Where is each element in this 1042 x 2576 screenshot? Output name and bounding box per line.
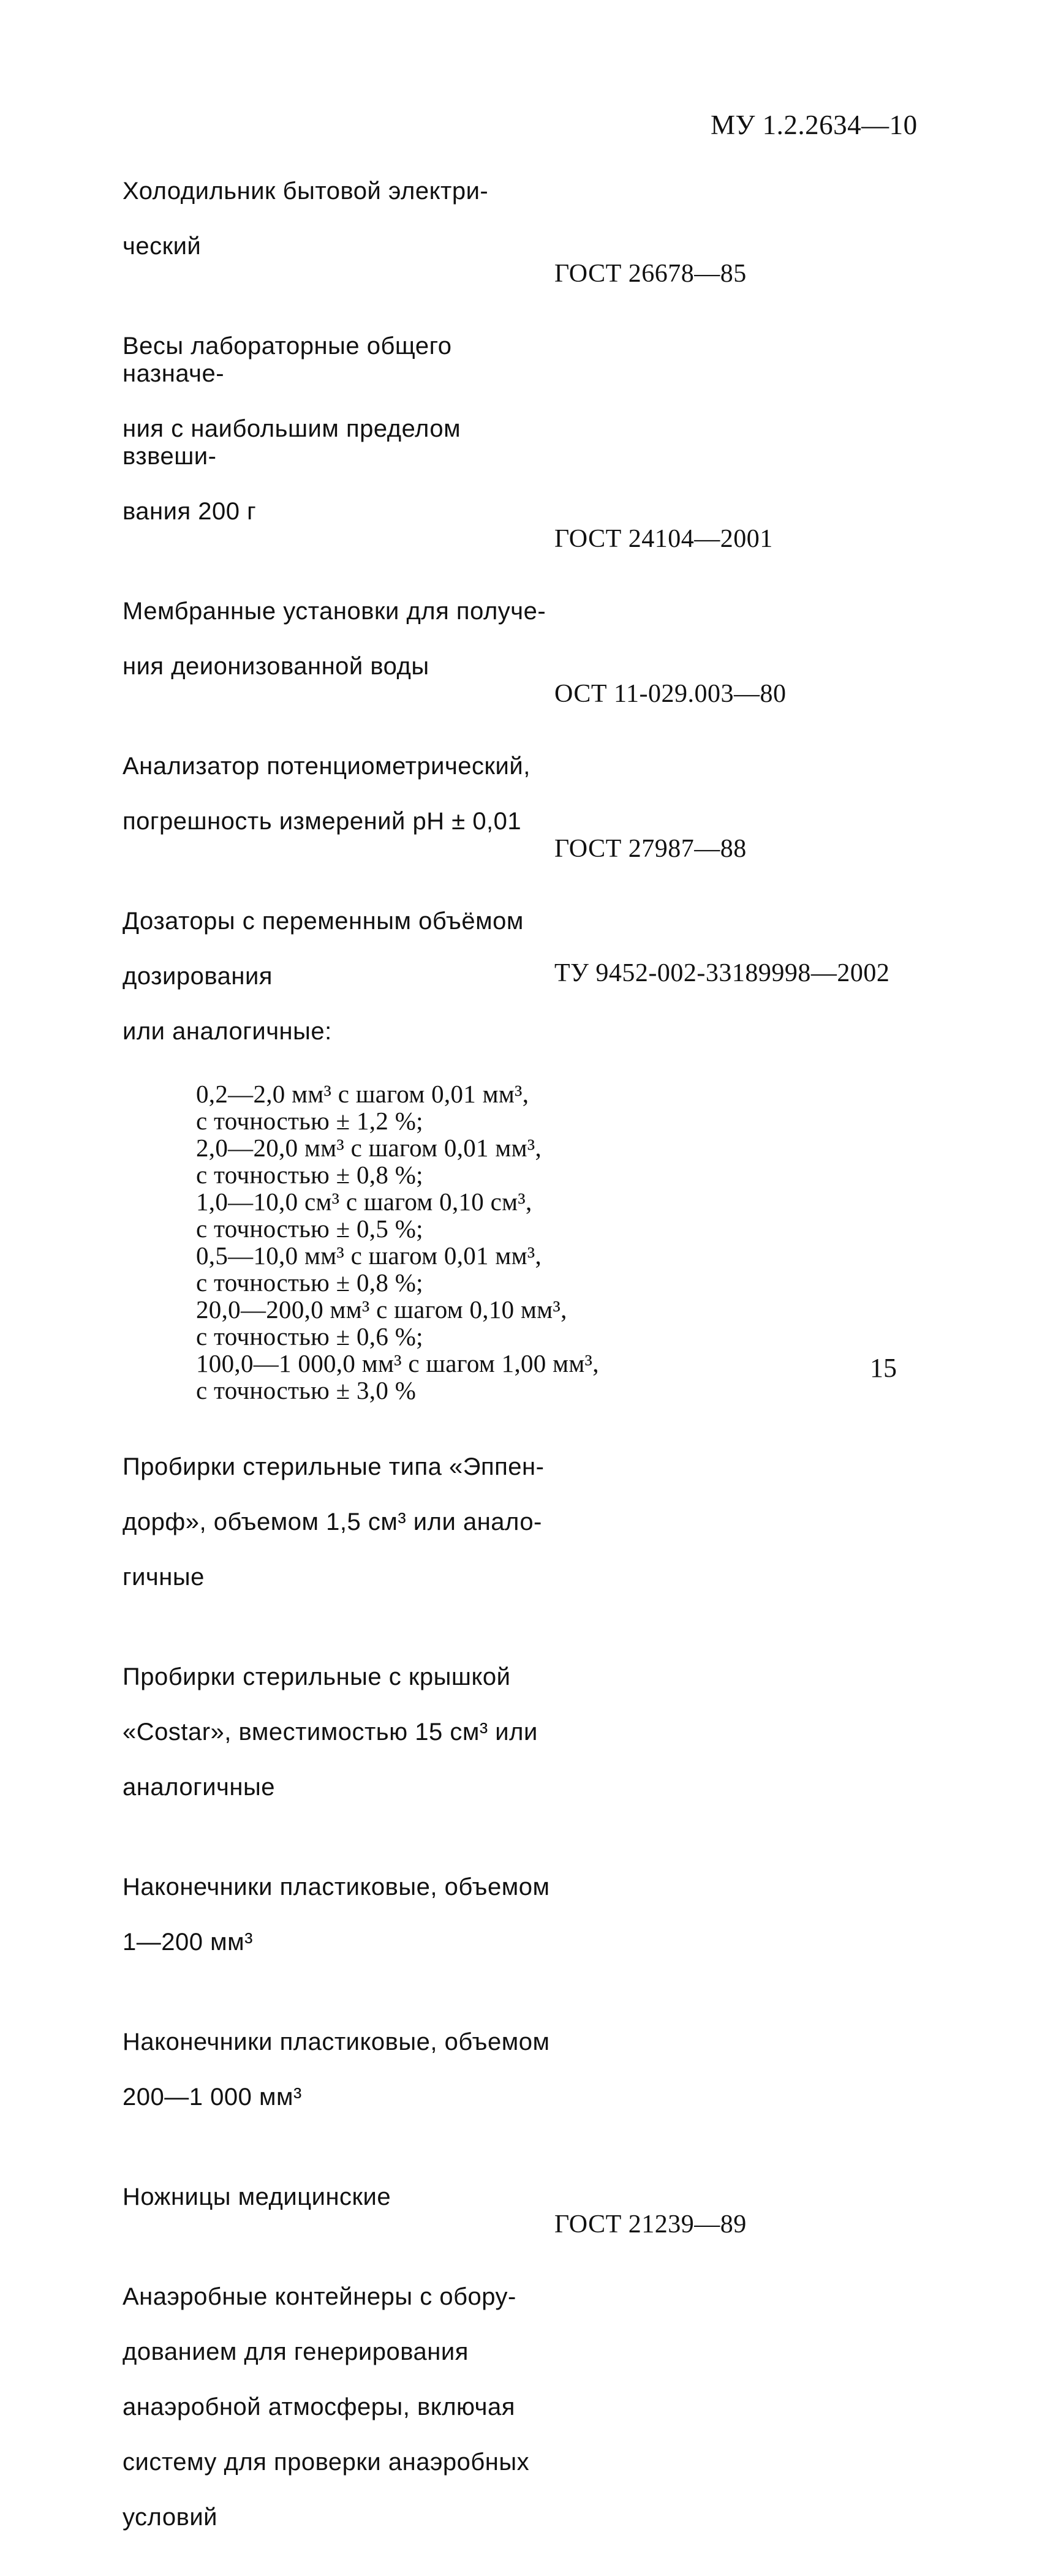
list-item	[123, 2156, 919, 2239]
item-name-line: дозирования	[123, 963, 273, 990]
spec-line: 100,0—1 000,0 мм³ с шагом 1,00 мм³,	[196, 1349, 599, 1377]
item-name-line: ния деионизованной воды	[123, 653, 429, 680]
item-standard: ТУ 9452-002-33189998—2002	[554, 959, 890, 987]
list-item	[123, 305, 919, 553]
item-name-line: 1—200 мм³	[123, 1929, 253, 1956]
item-name-line: гичные	[123, 1564, 205, 1591]
item-name-line: Дозаторы с переменным объёмом	[123, 908, 524, 935]
list-item	[123, 1846, 919, 1984]
spec-line: 1,0—10,0 см³ с шагом 0,10 см³,	[196, 1188, 532, 1216]
page-number: 15	[870, 1353, 897, 1383]
list-item	[123, 880, 919, 1073]
item-name-line: вания 200 г	[123, 498, 257, 525]
item-name-line: дорф», объемом 1,5 см³ или анало-	[123, 1508, 542, 1535]
item-standard: ОСТ 11-029.003—80	[554, 680, 787, 708]
spec-line: с точностью ± 1,2 %;	[196, 1107, 423, 1135]
spec-line: 0,5—10,0 мм³ с шагом 0,01 мм³,	[196, 1241, 542, 1270]
item-name-line: аналогичные	[123, 1774, 275, 1801]
item-name	[123, 725, 554, 863]
dispenser-specs	[196, 1080, 919, 1404]
list-item	[123, 2256, 919, 2559]
item-name-line: Наконечники пластиковые, объемом	[123, 1874, 550, 1900]
item-name	[123, 880, 554, 1073]
spec-line: с точностью ± 0,8 %;	[196, 1161, 423, 1189]
item-standard: ГОСТ 21239—89	[554, 2210, 747, 2239]
item-name-line: «Costar», вместимостью 15 см³ или	[123, 1719, 538, 1746]
item-standard: ГОСТ 26678—85	[554, 260, 747, 288]
item-name	[123, 2156, 554, 2239]
document-code: МУ 1.2.2634—10	[711, 110, 918, 140]
item-name-line: погрешность измерений pH ± 0,01	[123, 808, 522, 835]
spec-line: с точностью ± 0,8 %;	[196, 1268, 423, 1297]
item-name	[123, 1846, 554, 1984]
item-name-line: Наконечники пластиковые, объемом	[123, 2028, 550, 2055]
item-name-line: систему для проверки анаэробных	[123, 2449, 530, 2476]
item-name-line: или аналогичные:	[123, 1018, 332, 1045]
spec-line: с точностью ± 0,5 %;	[196, 1215, 423, 1243]
item-name	[123, 150, 554, 288]
item-name	[123, 1636, 554, 1829]
list-item	[123, 150, 919, 288]
item-name-line: 200—1 000 мм³	[123, 2084, 302, 2111]
spec-line: 2,0—20,0 мм³ с шагом 0,01 мм³,	[196, 1134, 542, 1162]
spec-line: 20,0—200,0 мм³ с шагом 0,10 мм³,	[196, 1295, 567, 1324]
spec-line: с точностью ± 3,0 %	[196, 1376, 417, 1404]
list-item	[123, 1426, 919, 1619]
list-item	[123, 570, 919, 708]
item-name-line: Ножницы медицинские	[123, 2183, 391, 2210]
item-name	[123, 570, 554, 708]
equipment-list	[123, 150, 919, 2576]
list-item	[123, 2001, 919, 2139]
item-name-line: ния с наибольшим пределом взвеши-	[123, 415, 461, 470]
item-name-line: Весы лабораторные общего назначе-	[123, 333, 452, 387]
spec-line: с точностью ± 0,6 %;	[196, 1322, 423, 1350]
item-name	[123, 1426, 554, 1619]
item-name-line: анаэробной атмосферы, включая	[123, 2393, 515, 2420]
item-name-line: Пробирки стерильные типа «Эппен-	[123, 1453, 545, 1480]
item-name-line: Мембранные установки для получе-	[123, 598, 546, 625]
list-item	[123, 1636, 919, 1829]
list-item	[123, 725, 919, 863]
item-name	[123, 2001, 554, 2139]
spec-line: 0,2—2,0 мм³ с шагом 0,01 мм³,	[196, 1080, 529, 1108]
item-name	[123, 305, 554, 553]
item-name-line: Анаэробные контейнеры с обору-	[123, 2283, 516, 2310]
item-name-line: Холодильник бытовой электри-	[123, 178, 489, 205]
item-name-line: Пробирки стерильные с крышкой	[123, 1663, 511, 1690]
item-standard: ГОСТ 27987—88	[554, 835, 747, 863]
item-standard: ГОСТ 24104—2001	[554, 525, 773, 553]
item-name-line: ческий	[123, 233, 202, 260]
item-name-line: дованием для генерирования	[123, 2338, 469, 2365]
item-name-line: условий	[123, 2504, 218, 2531]
item-name-line: Анализатор потенциометрический,	[123, 753, 530, 780]
item-name	[123, 2256, 554, 2559]
